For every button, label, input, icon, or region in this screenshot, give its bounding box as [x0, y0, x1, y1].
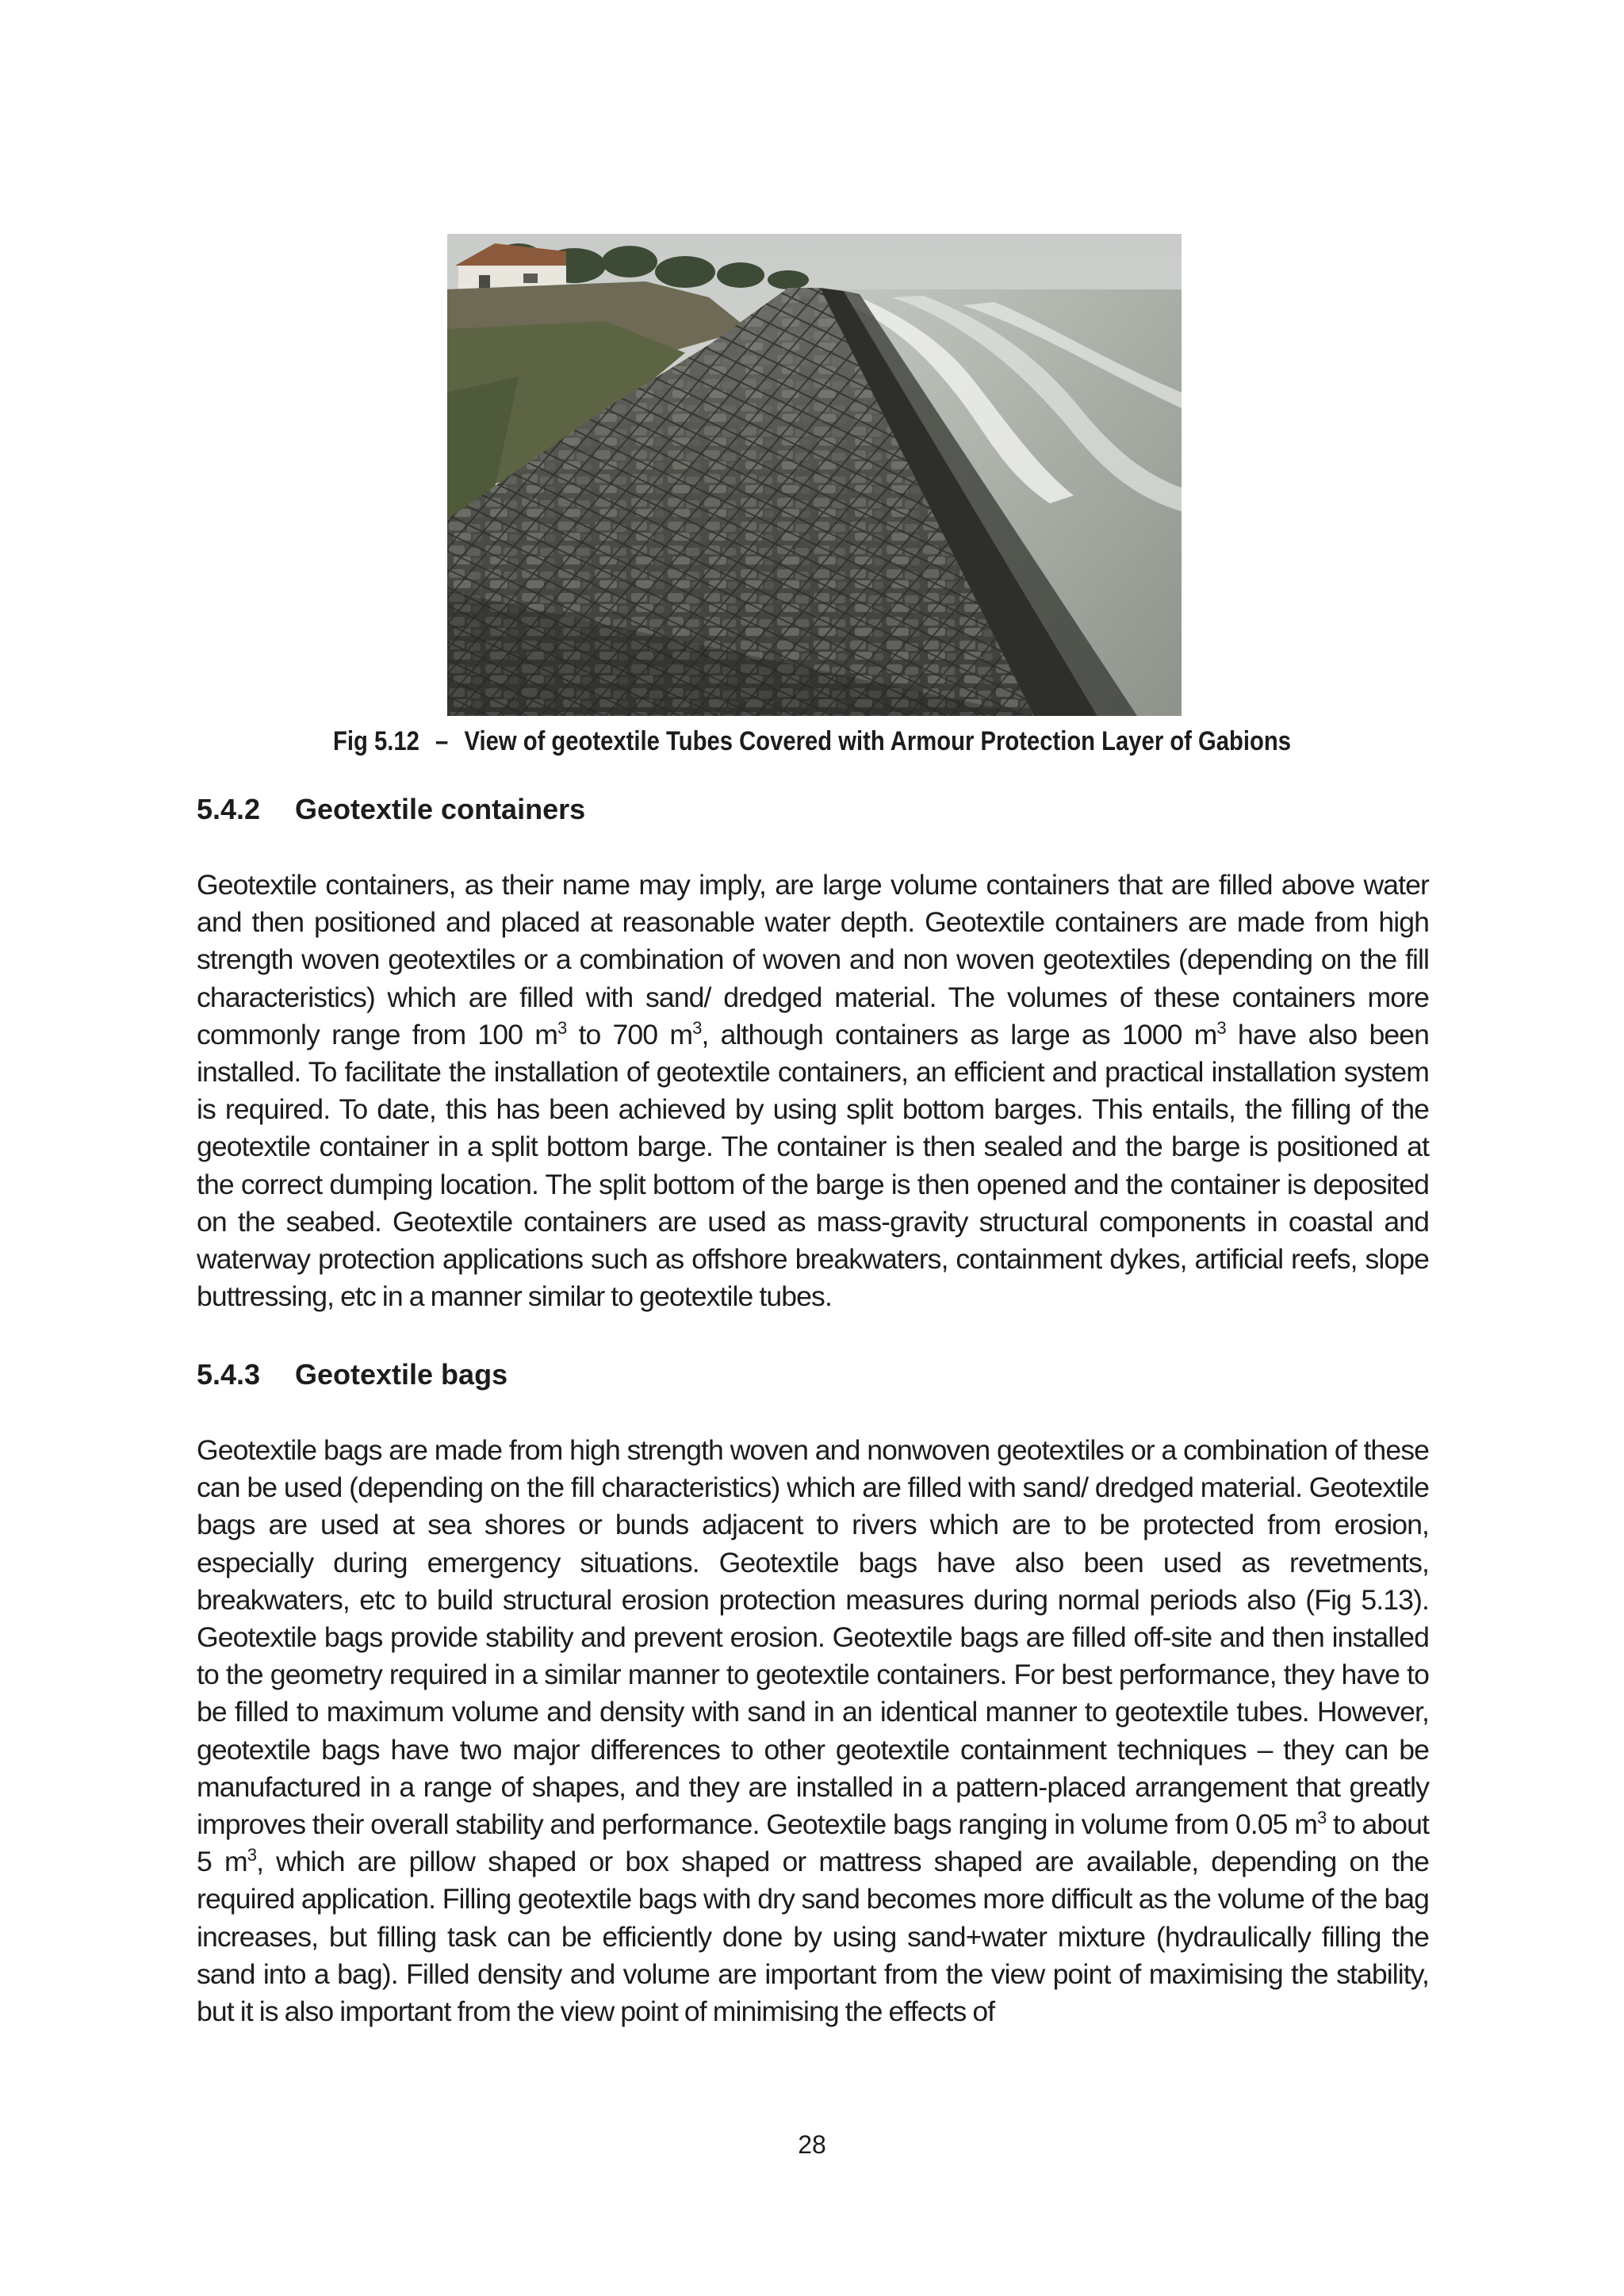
section-number: 5.4.2 — [197, 793, 261, 825]
paragraph-text: Geotextile containers, as their name may imply, are large volume containers that are filled above water and then positioned and placed at reasonable water depth. Geotextile containers are made from high strength woven geotextiles or a combination of woven and non woven geotextiles (depending on the fill characteristics) which are filled with sand/ dredged material. The volumes of these containers more commonly range from 100 m — [197, 869, 1429, 1050]
page-number: 28 — [798, 2130, 826, 2159]
superscript: 3 — [557, 1017, 567, 1038]
section-title: Geotextile containers — [295, 793, 586, 825]
section-number: 5.4.3 — [197, 1358, 261, 1391]
paragraph-text: Geotextile bags are made from high strength woven and nonwoven geotextiles or a combination of these can be used (depending on the fill characteristics) which are filled with sand/ dredged material. Geotextile bags are used at sea shores or bunds adjacent to rivers which are to be protected from erosion, especially during emergency situations. Geotextile bags have also been used as revetments, breakwaters, etc to build structural erosion protection measures during normal periods also (Fig 5.13). Geotextile bags provide stability and prevent erosion. Geotextile bags are filled off-site and then installed to the geometry required in a similar manner to geotextile containers. For best performance, they have to be filled to maximum volume and density with sand in an identical manner to geotextile tubes. However, geotextile bags have two major differences to other geotextile containment techniques – they can be manufactured in a range of shapes, and they are installed in a pattern-placed arrangement that greatly improves their overall stability and performance. Geotextile bags ranging in volume from 0.05 m — [197, 1434, 1429, 1841]
superscript: 3 — [692, 1017, 702, 1038]
superscript: 3 — [247, 1845, 257, 1866]
section-paragraph — [197, 867, 1429, 1315]
paragraph-text: to about 5 m — [197, 1808, 1429, 1878]
section-title: Geotextile bags — [295, 1358, 508, 1391]
caption-text: View of geotextile Tubes Covered with Armour Protection Layer of Gabions — [464, 726, 1292, 756]
section-heading — [197, 792, 585, 827]
superscript: 3 — [1316, 1808, 1327, 1828]
section-paragraph — [197, 1432, 1429, 2030]
paragraph-text: , which are pillow shaped or box shaped or mattress shaped are available, depending on the required application. Filling geotextile bags with dry sand becomes more difficult as the volume of the bag increases, but filling task can be efficiently done by using sand+water mixture (hydraulically filling the sand into a bag). Filled density and volume are important from the view point of maximising the stability, but it is also important from the view point of minimising the effects of — [197, 1846, 1430, 2028]
paragraph-text: to 700 m — [566, 1018, 693, 1050]
figure-caption — [113, 725, 1510, 757]
paragraph-text: , although containers as large as 1000 m — [701, 1018, 1217, 1050]
paragraph-text: have also been installed. To facilitate the installation of geotextile containers, an efficient and practical installation system is required. To date, this has been achieved by using split bottom barges. This entails, the filling of the geotextile container in a split bottom barge. The container is then sealed and the barge is positioned at the correct dumping location. The split bottom of the barge is then opened and the container is deposited on the seabed. Geotextile containers are used as mass-gravity structural components in coastal and waterway protection applications such as offshore breakwaters, containment dykes, artificial reefs, slope buttressing, etc in a manner similar to geotextile tubes. — [197, 1018, 1429, 1313]
caption-label: Fig 5.12 — [332, 726, 419, 756]
section-heading — [197, 1357, 508, 1392]
figure-photo — [447, 234, 1182, 716]
caption-separator: – — [435, 726, 449, 756]
superscript: 3 — [1216, 1017, 1226, 1038]
